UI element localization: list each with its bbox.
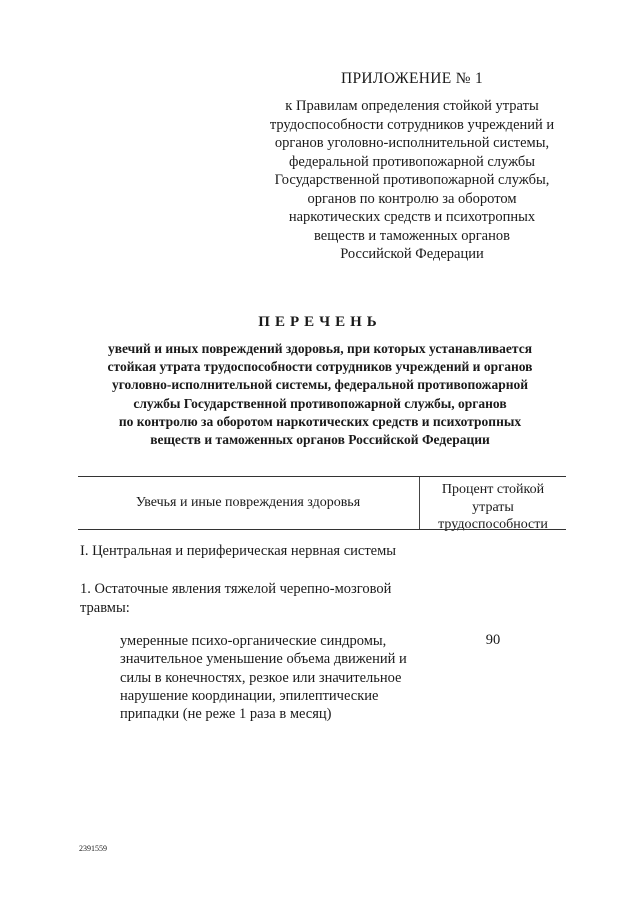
subtitle-line: службы Государственной противопожарной службы, органов bbox=[133, 395, 507, 411]
header-injuries: Увечья и иные повреждения здоровья bbox=[135, 495, 361, 510]
appendix-line: трудоспособности сотрудников учреждений и bbox=[269, 116, 555, 133]
table-header-bottom-rule bbox=[78, 529, 566, 530]
description-line: нарушение координации, эпилептические bbox=[120, 687, 379, 704]
item-heading: 1. Остаточные явления тяжелой черепно-мозговой травмы: bbox=[80, 581, 392, 616]
appendix-line: органов уголовно-исполнительной системы, bbox=[274, 135, 550, 151]
appendix-title: ПРИЛОЖЕНИЕ № 1 bbox=[340, 70, 484, 87]
appendix-line: Российской Федерации bbox=[340, 246, 484, 262]
row-percent-value: 90 bbox=[485, 632, 501, 648]
table-header-row bbox=[78, 477, 566, 532]
appendix-block bbox=[262, 70, 562, 264]
appendix-line: органов по контролю за оборотом bbox=[307, 190, 517, 207]
header-percent-line: трудоспособности bbox=[438, 517, 548, 532]
description-line: силы в конечностях, резкое или значительное bbox=[120, 669, 402, 686]
description-line: умеренные психо-органические синдромы, bbox=[120, 633, 387, 649]
row-description bbox=[120, 632, 420, 723]
section-heading: I. Центральная и периферическая нервная системы bbox=[80, 543, 397, 559]
header-percent-line: утраты bbox=[472, 499, 514, 515]
document-subtitle bbox=[60, 340, 580, 449]
subtitle-line: увечий и иных повреждений здоровья, при которых устанавливается bbox=[107, 341, 533, 356]
description-line: значительное уменьшение объема движений и bbox=[120, 651, 407, 668]
document-number: 2391559 bbox=[79, 844, 107, 853]
document-title: ПЕРЕЧЕНЬ bbox=[258, 314, 382, 330]
appendix-line: к Правилам определения стойкой утраты bbox=[285, 98, 539, 114]
appendix-line: федеральной противопожарной службы bbox=[288, 153, 536, 170]
subtitle-line: веществ и таможенных органов Российской Федерации bbox=[150, 432, 490, 448]
appendix-line: Государственной противопожарной службы, bbox=[274, 172, 550, 188]
appendix-line: наркотических средств и психотропных bbox=[288, 209, 536, 225]
header-percent-line: Процент стойкой bbox=[441, 482, 545, 497]
appendix-line: веществ и таможенных органов bbox=[314, 227, 510, 244]
description-line: припадки (не реже 1 раза в месяц) bbox=[120, 706, 332, 723]
subtitle-line: по контролю за оборотом наркотических средств и психотропных bbox=[118, 413, 522, 429]
subtitle-line: стойкая утрата трудоспособности сотрудников учреждений и органов bbox=[107, 359, 533, 375]
header-percent bbox=[420, 481, 566, 534]
subtitle-line: уголовно-исполнительной системы, федеральной противопожарной bbox=[111, 377, 529, 393]
